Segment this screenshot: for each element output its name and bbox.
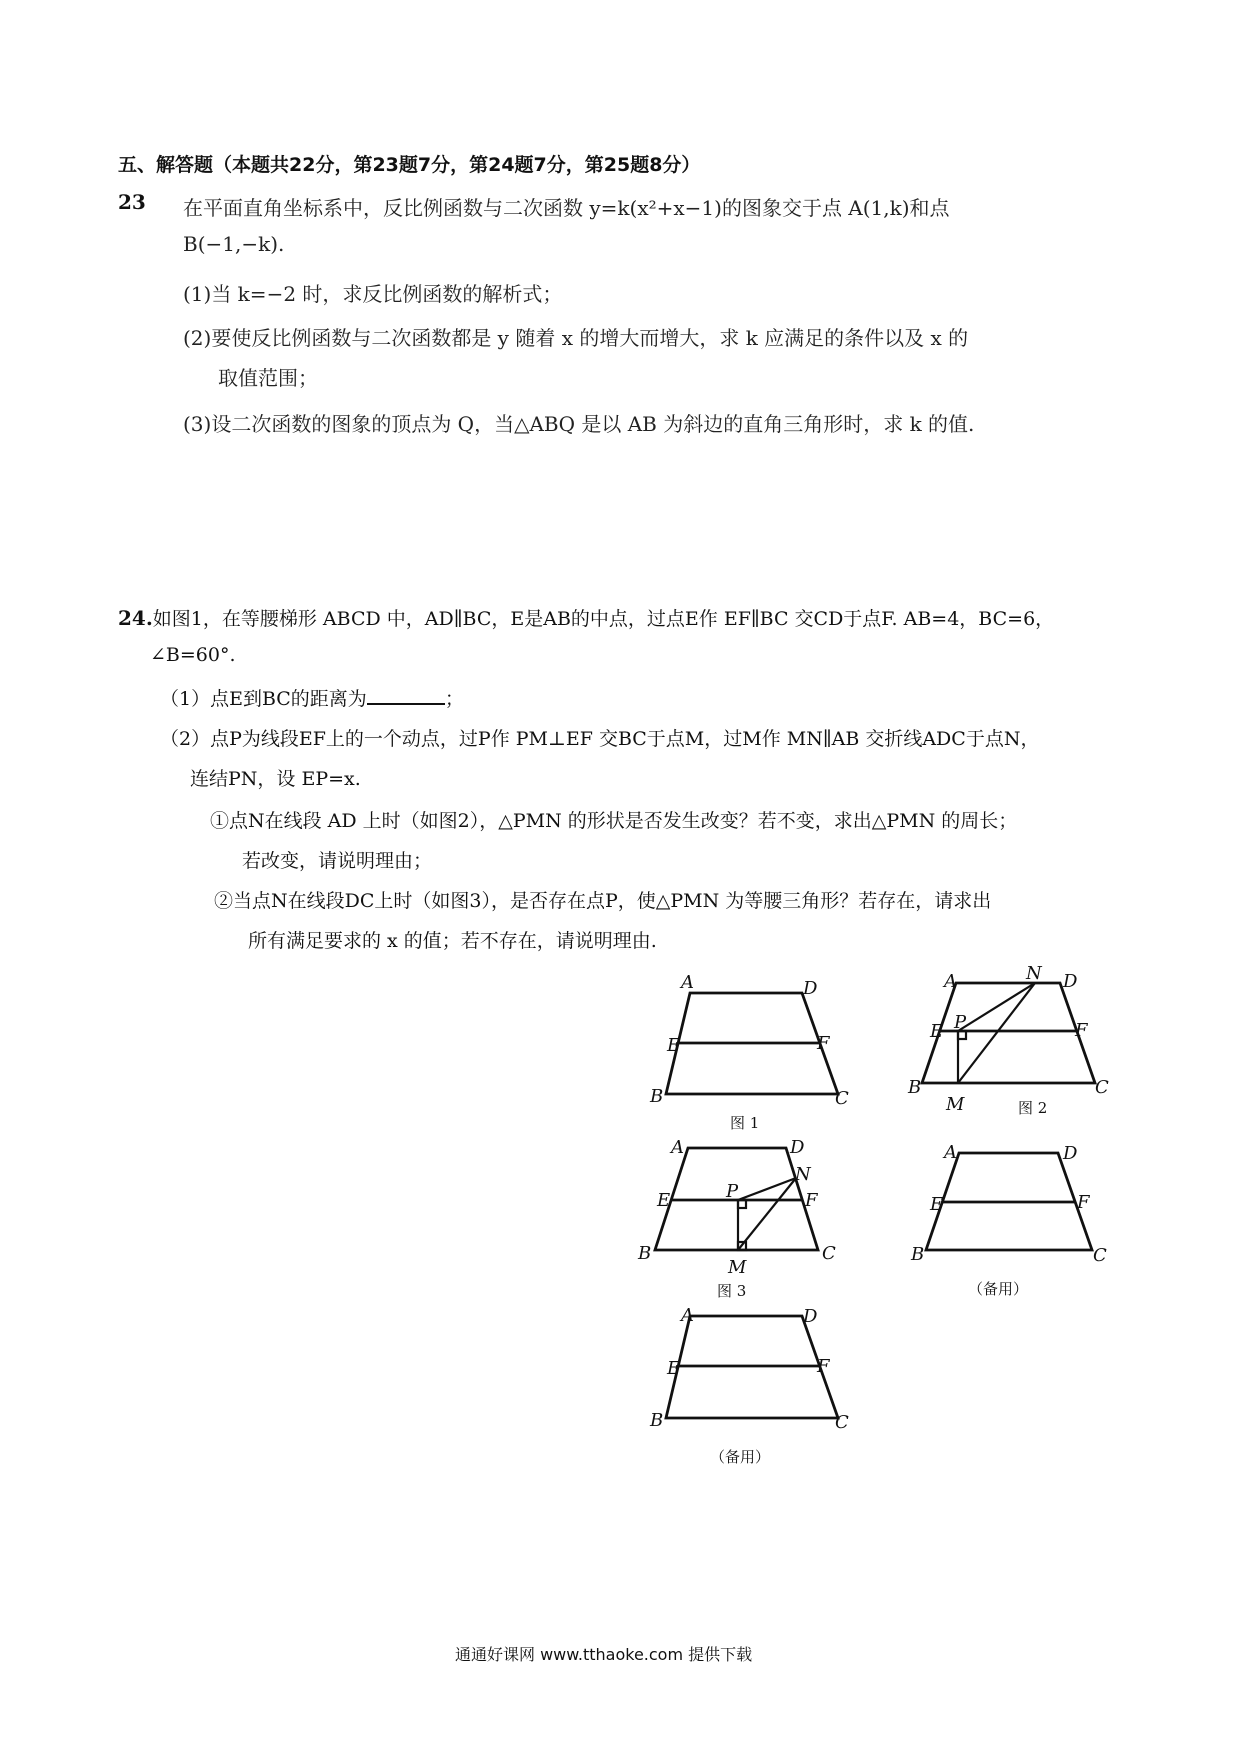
figure-spare-1 (910, 1142, 1107, 1298)
q24-part1-text: （1）点E到BC的距离为 (160, 688, 367, 710)
q24-stem-line1: 如图1，在等腰梯形 ABCD 中，AD∥BC，E是AB的中点，过点E作 EF∥BC 交CD于点F. AB=4，BC=6， (152, 608, 1055, 630)
q23-part2-line2: 取值范围； (218, 366, 318, 390)
label-n: N (795, 1164, 811, 1185)
label-b: B (650, 1410, 664, 1431)
label-b: B (650, 1086, 664, 1107)
q24-stem-line2: ∠B=60°. (150, 644, 236, 666)
figure-3 (637, 1137, 836, 1300)
q24-part2-line2: 连结PN，设 EP=x. (190, 768, 361, 790)
q23-number: 23 (118, 190, 146, 214)
q24-part2-line1: （2）点P为线段EF上的一个动点，过P作 PM⊥EF 交BC于点M，过M作 MN∥AB 交折线ADC于点N， (160, 728, 1040, 750)
label-a: A (944, 971, 957, 992)
q24-sub1-line2: 若改变，请说明理由； (242, 850, 433, 872)
label-e: E (930, 1194, 944, 1215)
label-e: E (667, 1035, 681, 1056)
label-d: D (1063, 971, 1078, 992)
trapezoid-abcd (922, 983, 1095, 1083)
label-b: B (911, 1244, 925, 1265)
figure-spare-2 (649, 1305, 849, 1466)
q23-part2-line1: (2)要使反比例函数与二次函数都是 y 随着 x 的增大而增大，求 k 应满足的条件以及 x 的 (183, 326, 969, 350)
caption-spare-2: （备用） (710, 1448, 771, 1466)
q24-part1-end: ； (444, 688, 464, 710)
label-c: C (822, 1243, 836, 1264)
label-f: F (817, 1356, 830, 1377)
q23-stem-line1: 在平面直角坐标系中，反比例函数与二次函数 y=k(x²+x−1)的图象交于点 A(1,k)和点 (183, 196, 950, 220)
caption-figure-2: 图 2 (1018, 1099, 1048, 1117)
figure-2 (907, 963, 1109, 1117)
caption-figure-1: 图 1 (730, 1114, 760, 1132)
q24-sub2-line2: 所有满足要求的 x 的值；若不存在，请说明理由. (248, 930, 657, 952)
label-n: N (1026, 963, 1042, 984)
label-m: M (728, 1257, 747, 1278)
q23-part1: (1)当 k=−2 时，求反比例函数的解析式； (183, 282, 563, 306)
label-b: B (908, 1077, 922, 1098)
label-b: B (638, 1243, 652, 1264)
label-a: A (681, 1305, 694, 1326)
label-e: E (930, 1021, 944, 1042)
label-d: D (790, 1137, 805, 1158)
label-a: A (671, 1137, 684, 1158)
figure-1 (649, 972, 849, 1132)
footer-text: 通通好课网 www.tthaoke.com 提供下载 (455, 1645, 753, 1664)
label-a: A (681, 972, 694, 993)
label-f: F (1075, 1020, 1088, 1041)
section-header: 五、解答题（本题共22分，第23题7分，第24题7分，第25题8分） (118, 154, 701, 176)
segment-mn (958, 983, 1035, 1083)
q23-stem-line2: B(−1,−k). (183, 232, 285, 256)
label-e: E (657, 1190, 671, 1211)
label-m: M (946, 1094, 965, 1115)
label-a: A (944, 1142, 957, 1163)
label-c: C (835, 1412, 849, 1433)
q24-sub1-line1: ①点N在线段 AD 上时（如图2），△PMN 的形状是否发生改变？若不变，求出△PMN 的周长； (210, 810, 1018, 832)
caption-spare-1: （备用） (968, 1280, 1029, 1298)
label-d: D (803, 1306, 818, 1327)
label-p: P (954, 1012, 967, 1033)
label-e: E (667, 1358, 681, 1379)
label-c: C (1093, 1245, 1107, 1266)
label-p: P (726, 1181, 739, 1202)
q24-number: 24. (118, 606, 153, 630)
label-c: C (1095, 1077, 1109, 1098)
caption-figure-3: 图 3 (717, 1282, 747, 1300)
label-d: D (1063, 1143, 1078, 1164)
label-f: F (817, 1033, 830, 1054)
label-f: F (805, 1190, 818, 1211)
label-f: F (1077, 1192, 1090, 1213)
label-c: C (835, 1088, 849, 1109)
segment-pn (958, 983, 1035, 1031)
q23-part3: (3)设二次函数的图象的顶点为 Q，当△ABQ 是以 AB 为斜边的直角三角形时，求 k 的值. (183, 412, 975, 436)
label-d: D (803, 978, 818, 999)
q24-sub2-line1: ②当点N在线段DC上时（如图3），是否存在点P，使△PMN 为等腰三角形？若存在，请求出 (214, 890, 992, 912)
